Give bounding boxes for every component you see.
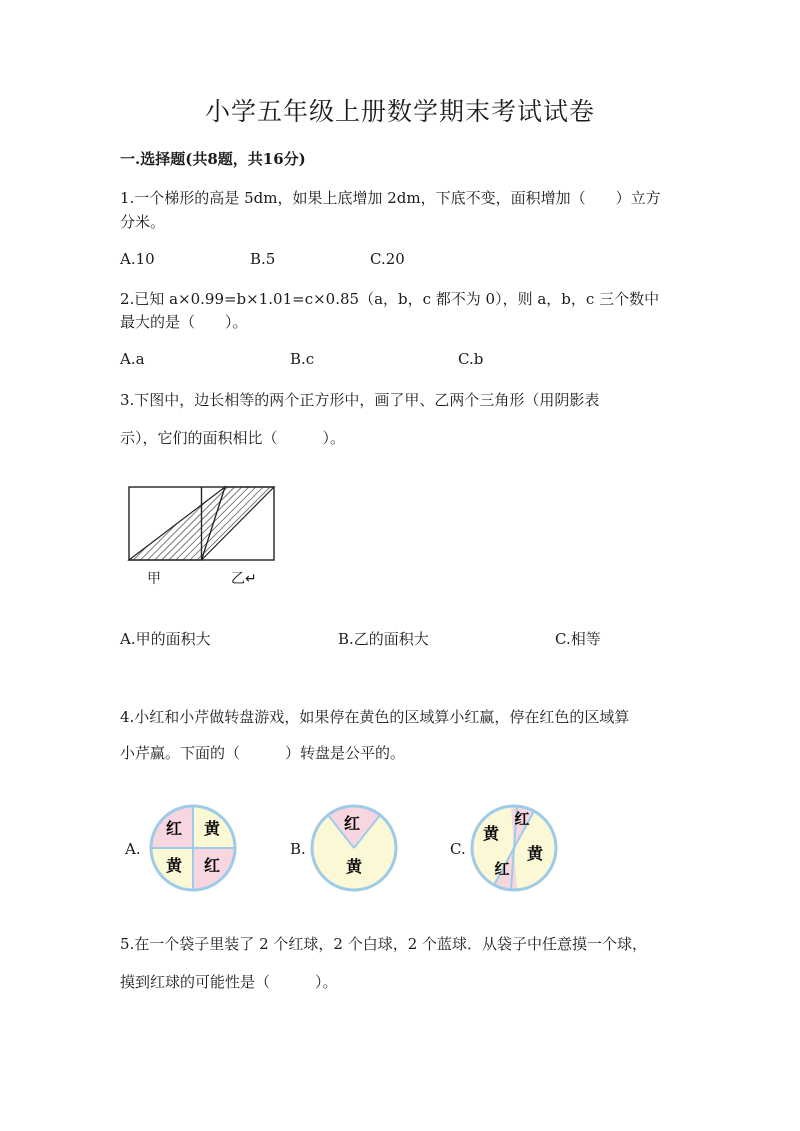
wheel-a-text-4: 红 [203,856,221,875]
question-2-line-2: 最大的是（ ）。 [120,313,248,331]
figure-label-jia: 甲 [147,571,161,587]
question-3-line-2: 示），它们的面积相比（ ）。 [120,429,346,447]
question-1-option-b[interactable]: B.5 [250,250,276,268]
question-5-line-1: 5.在一个袋子里装了 2 个红球，2 个白球，2 个蓝球．从袋子中任意摸一个球， [120,935,648,953]
question-3-option-c[interactable]: C.相等 [555,630,601,648]
wheel-a-text-2: 黄 [203,819,221,838]
wheel-a[interactable] [145,800,241,896]
question-4-line-2: 小芹赢。下面的（ ）转盘是公平的。 [120,744,406,762]
wheel-b[interactable] [306,800,402,896]
page-title: 小学五年级上册数学期末考试试卷 [204,97,595,126]
wheel-c-text-4: 黄 [526,844,544,863]
question-4-line-1: 4.小红和小芹做转盘游戏，如果停在黄色的区域算小红赢，停在红色的区域算 [120,708,630,726]
question-5-line-2: 摸到红球的可能性是（ ）。 [120,973,338,991]
figure-label-yi: 乙↵ [231,571,257,587]
wheel-c-label[interactable]: C. [450,840,466,858]
question-3-option-a[interactable]: A.甲的面积大 [120,630,211,648]
wheel-c-text-2: 黄 [482,824,500,843]
wheel-c-text-3: 红 [494,860,510,878]
wheel-c[interactable] [466,800,562,896]
wheel-a-label[interactable]: A. [125,840,141,858]
wheel-b-label[interactable]: B. [290,840,306,858]
section-heading: 一.选择题(共8题，共16分) [120,150,306,168]
two-squares-triangles-figure [125,483,280,565]
question-2-option-b[interactable]: B.c [290,350,315,368]
question-2-option-c[interactable]: C.b [458,350,484,368]
question-1-line-1: 1.一个梯形的高是 5dm，如果上底增加 2dm，下底不变，面积增加（ ）立方 [120,189,661,207]
question-2-option-a[interactable]: A.a [120,350,145,368]
question-3-option-b[interactable]: B.乙的面积大 [338,630,429,648]
wheel-b-text-1: 红 [343,814,361,833]
question-3-line-1: 3.下图中，边长相等的两个正方形中，画了甲、乙两个三角形（用阴影表 [120,391,600,409]
wheel-b-text-2: 黄 [345,857,363,876]
question-1-option-c[interactable]: C.20 [370,250,405,268]
wheel-a-text-1: 红 [165,819,183,838]
question-1-line-2: 分米。 [120,213,166,231]
wheel-a-text-3: 黄 [165,856,183,875]
question-2-line-1: 2.已知 a×0.99=b×1.01=c×0.85（a，b，c 都不为 0），则 a，b，c 三个数中 [120,290,660,308]
wheel-c-text-1: 红 [514,810,530,828]
question-1-option-a[interactable]: A.10 [120,250,155,268]
